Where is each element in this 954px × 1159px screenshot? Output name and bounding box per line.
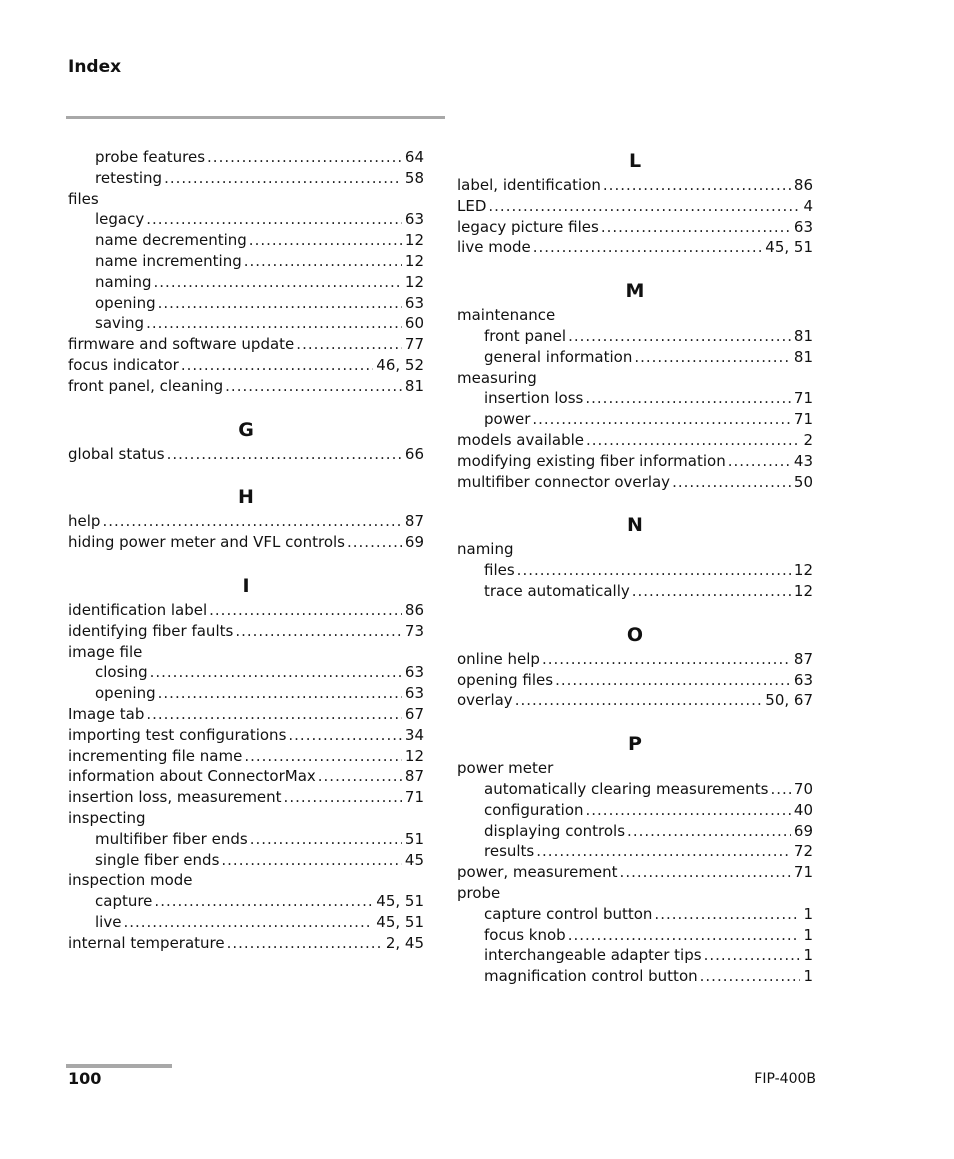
index-term: legacy picture files <box>457 217 599 236</box>
index-page-refs: 72 <box>793 842 813 861</box>
index-subentry <box>457 945 813 966</box>
index-letter-heading: I <box>242 574 250 597</box>
index-term: naming <box>95 272 152 291</box>
index-entry <box>457 237 813 258</box>
dot-leader <box>586 430 800 451</box>
dot-leader <box>154 891 373 912</box>
index-term: measuring <box>457 368 537 387</box>
index-page-refs: 63 <box>793 670 813 689</box>
dot-leader <box>164 168 402 189</box>
index-letter-heading: P <box>628 733 642 756</box>
index-subentry <box>457 409 813 430</box>
index-term: retesting <box>95 168 163 187</box>
dot-leader <box>284 787 402 808</box>
index-column-right <box>457 147 813 987</box>
index-entry <box>68 621 424 642</box>
dot-leader <box>150 662 402 683</box>
index-page-refs: 50 <box>793 472 813 491</box>
index-page-refs: 69 <box>793 821 813 840</box>
index-page-refs: 46, 52 <box>376 355 424 374</box>
dot-leader <box>517 560 791 581</box>
dot-leader <box>555 670 791 691</box>
index-term: importing test configurations <box>68 725 287 744</box>
dot-leader <box>209 600 402 621</box>
dot-leader <box>235 621 402 642</box>
index-subentry <box>457 347 813 368</box>
index-term: LED <box>457 196 487 215</box>
index-page-refs: 81 <box>404 376 424 395</box>
header-rule <box>66 116 445 119</box>
index-page-refs: 69 <box>404 533 424 552</box>
dot-leader <box>154 272 402 293</box>
dot-leader <box>627 821 791 842</box>
index-subentry <box>457 925 813 946</box>
index-entry <box>68 870 424 891</box>
index-term: automatically clearing measurements <box>484 779 769 798</box>
index-term: focus knob <box>484 925 566 944</box>
index-subentry <box>457 841 813 862</box>
dot-leader <box>318 766 402 787</box>
index-term: internal temperature <box>68 933 225 952</box>
dot-leader <box>158 293 402 314</box>
document-id: FIP-400B <box>754 1071 816 1087</box>
index-page-refs: 71 <box>793 863 813 882</box>
dot-leader <box>634 347 791 368</box>
index-page-refs: 63 <box>404 293 424 312</box>
index-subentry <box>457 560 813 581</box>
index-page-refs: 58 <box>404 168 424 187</box>
index-term: probe <box>457 883 501 902</box>
index-entry <box>68 704 424 725</box>
index-page-refs: 71 <box>793 389 813 408</box>
index-page-refs: 81 <box>793 326 813 345</box>
index-page-refs: 77 <box>404 335 424 354</box>
dot-leader <box>700 966 801 987</box>
dot-leader <box>347 532 402 553</box>
index-page-refs: 40 <box>793 800 813 819</box>
index-term: front panel, cleaning <box>68 376 224 395</box>
index-term: insertion loss, measurement <box>68 788 282 807</box>
index-subentry <box>68 891 424 912</box>
index-letter-heading: O <box>626 623 644 646</box>
dot-leader <box>288 725 402 746</box>
index-page-refs: 2 <box>803 430 813 449</box>
dot-leader <box>221 850 402 871</box>
index-entry <box>457 196 813 217</box>
index-page-refs: 70 <box>793 779 813 798</box>
index-term: opening <box>95 684 156 703</box>
index-entry <box>457 883 813 904</box>
index-term: power, measurement <box>457 863 618 882</box>
index-page-refs: 63 <box>404 684 424 703</box>
index-subentry <box>457 800 813 821</box>
dot-leader <box>728 451 791 472</box>
index-subentry <box>457 779 813 800</box>
index-page-refs: 51 <box>404 829 424 848</box>
index-term: magnification control button <box>484 967 698 986</box>
index-page-refs: 1 <box>803 904 813 923</box>
index-term: overlay <box>457 691 513 710</box>
index-entry <box>457 862 813 883</box>
index-term: multifiber fiber ends <box>95 829 248 848</box>
index-page-refs: 12 <box>404 272 424 291</box>
index-page-refs: 63 <box>404 210 424 229</box>
index-term: general information <box>484 347 633 366</box>
index-entry <box>68 532 424 553</box>
index-page-refs: 45, 51 <box>376 912 424 931</box>
dot-leader <box>654 904 800 925</box>
index-page-refs: 87 <box>793 649 813 668</box>
dot-leader <box>146 209 402 230</box>
index-letter-heading: L <box>628 150 642 172</box>
dot-leader <box>568 925 801 946</box>
index-entry <box>457 472 813 493</box>
index-entry <box>457 758 813 779</box>
index-page-refs: 12 <box>793 581 813 600</box>
index-term: identification label <box>68 600 208 619</box>
index-subentry <box>68 147 424 168</box>
index-entry <box>457 690 813 711</box>
index-entry <box>68 766 424 787</box>
index-subentry <box>68 168 424 189</box>
index-term: modifying existing fiber information <box>457 451 726 470</box>
dot-leader <box>146 704 402 725</box>
index-subentry <box>68 683 424 704</box>
index-page-refs: 87 <box>404 767 424 786</box>
index-entry <box>457 539 813 560</box>
index-subentry <box>68 209 424 230</box>
dot-leader <box>146 313 402 334</box>
index-term: hiding power meter and VFL controls <box>68 533 345 552</box>
index-page-refs: 1 <box>803 925 813 944</box>
index-subentry <box>68 850 424 871</box>
index-term: opening files <box>457 670 554 689</box>
index-page-refs: 12 <box>793 561 813 580</box>
index-entry <box>68 444 424 465</box>
index-term: multifiber connector overlay <box>457 472 671 491</box>
index-page-refs: 12 <box>404 251 424 270</box>
dot-leader <box>244 251 402 272</box>
index-term: probe features <box>95 148 206 166</box>
index-page-refs: 45, 51 <box>765 238 813 257</box>
index-term: single fiber ends <box>95 850 220 869</box>
index-page-refs: 12 <box>404 231 424 250</box>
index-page-refs: 86 <box>793 176 813 194</box>
index-page-refs: 71 <box>793 410 813 429</box>
index-term: incrementing file name <box>68 746 243 765</box>
dot-leader <box>488 196 800 217</box>
index-entry <box>68 808 424 829</box>
index-entry <box>68 746 424 767</box>
index-subentry <box>68 829 424 850</box>
index-term: results <box>484 842 535 861</box>
footer-rule <box>66 1064 172 1068</box>
index-term: firmware and software update <box>68 335 295 354</box>
index-entry <box>457 217 813 238</box>
index-term: saving <box>95 314 145 333</box>
dot-leader <box>123 912 373 933</box>
index-term: files <box>68 189 99 208</box>
dot-leader <box>632 581 791 602</box>
dot-leader <box>181 355 373 376</box>
index-term: models available <box>457 430 584 449</box>
index-entry <box>68 642 424 663</box>
index-page-refs: 1 <box>803 967 813 986</box>
index-term: inspecting <box>68 808 146 827</box>
dot-leader <box>568 326 791 347</box>
index-subentry <box>457 966 813 987</box>
index-term: files <box>484 561 515 580</box>
index-term: capture control button <box>484 904 653 923</box>
index-page-refs: 43 <box>793 451 813 470</box>
index-term: global status <box>68 444 165 463</box>
index-term: naming <box>457 540 514 559</box>
index-subentry <box>68 251 424 272</box>
index-subentry <box>457 904 813 925</box>
index-entry <box>457 175 813 196</box>
index-letter-heading: G <box>238 418 254 441</box>
dot-leader <box>532 409 791 430</box>
dot-leader <box>102 511 401 532</box>
index-entry <box>457 451 813 472</box>
index-letter-heading: N <box>627 514 643 537</box>
index-subentry <box>68 230 424 251</box>
index-subentry <box>68 912 424 933</box>
dot-leader <box>533 237 763 258</box>
dot-leader <box>296 334 402 355</box>
index-subentry <box>457 821 813 842</box>
index-entry <box>68 933 424 954</box>
index-entry <box>68 189 424 210</box>
index-term: configuration <box>484 800 584 819</box>
index-page-refs: 2, 45 <box>385 933 424 952</box>
index-page-refs: 81 <box>793 347 813 366</box>
index-entry <box>457 368 813 389</box>
index-page-refs: 4 <box>803 196 813 215</box>
index-term: insertion loss <box>484 389 584 408</box>
index-page-refs: 86 <box>404 600 424 619</box>
index-entry <box>68 725 424 746</box>
index-term: interchangeable adapter tips <box>484 946 702 965</box>
dot-leader <box>249 230 402 251</box>
index-term: legacy <box>95 210 145 229</box>
index-letter-heading: M <box>625 280 645 303</box>
index-subentry <box>457 326 813 347</box>
index-term: front panel <box>484 326 567 345</box>
index-page-refs: 63 <box>404 663 424 682</box>
index-term: image file <box>68 642 143 661</box>
dot-leader <box>542 649 791 670</box>
page-number: 100 <box>68 1069 102 1088</box>
index-entry <box>68 376 424 397</box>
index-entry <box>68 334 424 355</box>
index-page-refs: 1 <box>803 946 813 965</box>
dot-leader <box>672 472 791 493</box>
index-term: label, identification <box>457 176 601 194</box>
index-term: inspection mode <box>68 871 193 890</box>
index-page-refs: 63 <box>793 217 813 236</box>
index-page-refs: 45, 51 <box>376 892 424 911</box>
index-term: name decrementing <box>95 231 247 250</box>
index-subentry <box>68 293 424 314</box>
index-entry <box>68 600 424 621</box>
dot-leader <box>250 829 402 850</box>
index-column-left <box>68 147 424 954</box>
index-entry <box>457 430 813 451</box>
dot-leader <box>536 841 791 862</box>
index-term: online help <box>457 649 540 668</box>
index-term: information about ConnectorMax <box>68 767 316 786</box>
index-entry <box>68 511 424 532</box>
index-term: trace automatically <box>484 581 630 600</box>
index-page-refs: 64 <box>404 148 424 166</box>
index-page-refs: 50, 67 <box>765 691 813 710</box>
index-subentry <box>457 581 813 602</box>
index-term: Image tab <box>68 704 145 723</box>
index-page-refs: 71 <box>404 788 424 807</box>
index-term: live <box>95 912 122 931</box>
dot-leader <box>225 376 402 397</box>
index-subentry <box>68 662 424 683</box>
dot-leader <box>586 800 791 821</box>
dot-leader <box>620 862 791 883</box>
dot-leader <box>704 945 801 966</box>
dot-leader <box>244 746 402 767</box>
page-header-title: Index <box>68 57 122 77</box>
dot-leader <box>601 217 791 238</box>
index-term: name incrementing <box>95 251 242 270</box>
index-subentry <box>457 388 813 409</box>
index-term: displaying controls <box>484 821 626 840</box>
index-term: power <box>484 410 531 429</box>
dot-leader <box>227 933 383 954</box>
index-term: focus indicator <box>68 355 179 374</box>
index-page-refs: 73 <box>404 621 424 640</box>
dot-leader <box>585 388 791 409</box>
index-page-refs: 12 <box>404 746 424 765</box>
index-subentry <box>68 272 424 293</box>
dot-leader <box>603 175 791 196</box>
dot-leader <box>167 444 402 465</box>
index-page-refs: 67 <box>404 704 424 723</box>
index-entry <box>68 787 424 808</box>
dot-leader <box>515 690 763 711</box>
index-term: live mode <box>457 238 531 257</box>
index-term: help <box>68 512 101 531</box>
dot-leader <box>207 147 402 168</box>
index-page-refs: 60 <box>404 314 424 333</box>
index-subentry <box>68 313 424 334</box>
index-term: capture <box>95 892 153 911</box>
index-term: identifying fiber faults <box>68 621 234 640</box>
index-letter-heading: H <box>238 486 254 509</box>
index-term: opening <box>95 293 156 312</box>
dot-leader <box>770 779 790 800</box>
index-entry <box>457 305 813 326</box>
index-entry <box>457 649 813 670</box>
index-page-refs: 66 <box>404 444 424 463</box>
index-page-refs: 45 <box>404 850 424 869</box>
index-term: maintenance <box>457 306 556 325</box>
index-entry <box>457 670 813 691</box>
index-term: power meter <box>457 759 554 778</box>
index-term: closing <box>95 663 148 682</box>
dot-leader <box>158 683 402 704</box>
index-page-refs: 34 <box>404 725 424 744</box>
index-entry <box>68 355 424 376</box>
index-page-refs: 87 <box>404 512 424 531</box>
